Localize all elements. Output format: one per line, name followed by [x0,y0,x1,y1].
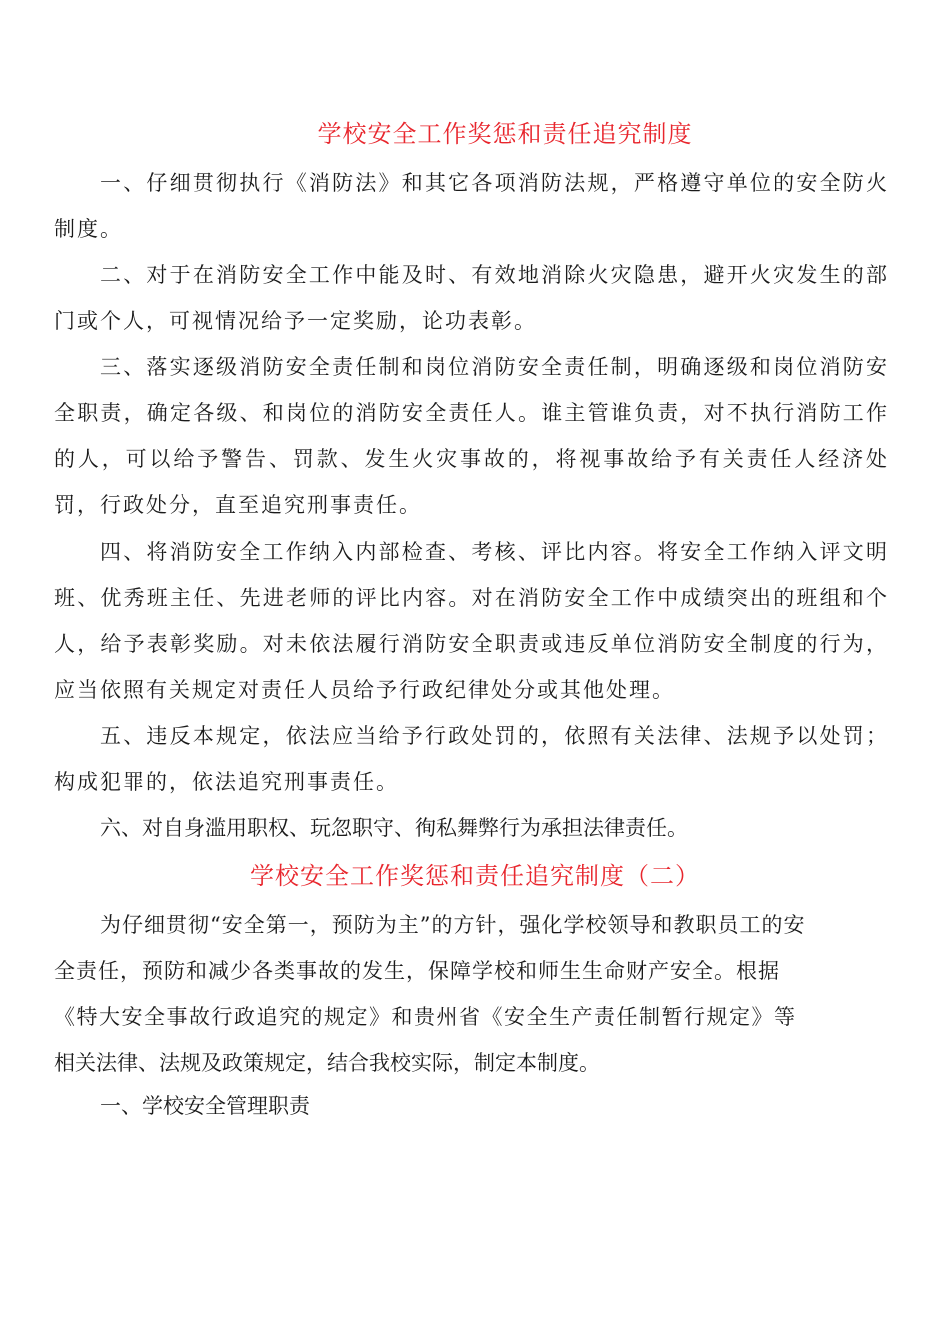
intro-line: 全责任，预防和减少各类事故的发生，保障学校和师生生命财产安全。根据 [54,959,780,983]
paragraph-5 [54,713,889,805]
document-title: 学校安全工作奖惩和责任追究制度 [317,120,693,148]
paragraph-1 [54,160,889,252]
section-title: 学校安全工作奖惩和责任追究制度（二） [250,862,700,890]
paragraph-2 [54,252,889,344]
paragraph-text: 四、将消防安全工作纳入内部检查、考核、评比内容。将安全工作纳入评文明班、优秀班主任、先进老师的评比内容。对在消防安全工作中成绩突出的班组和个人，给予表彰奖励。对未依法履行消防安全职责或违反单位消防安全制度的行为，应当依照有关规定对责任人员给予行政纪律处分或其他处理。 [54,540,889,702]
intro-line: 相关法律、法规及政策规定，结合我校实际，制定本制度。 [54,1051,600,1075]
section-heading [54,1083,889,1129]
paragraph-text: 一、仔细贯彻执行《消防法》和其它各项消防法规，严格遵守单位的安全防火制度。 [54,171,889,241]
paragraph-text: 六、对自身滥用职权、玩忽职守、徇私舞弊行为承担法律责任。 [100,816,688,840]
paragraph-text: 二、对于在消防安全工作中能及时、有效地消除火灾隐患，避开火灾发生的部门或个人，可视情况给予一定奖励，论功表彰。 [54,263,889,333]
paragraph-3 [54,344,889,528]
paragraph-text: 三、落实逐级消防安全责任制和岗位消防安全责任制，明确逐级和岗位消防安全职责，确定各级、和岗位的消防安全责任人。谁主管谁负责，对不执行消防工作的人，可以给予警告、罚款、发生火灾事故的，将视事故给予有关责任人经济处罚，行政处分，直至追究刑事责任。 [54,355,889,517]
section-heading-text: 一、学校安全管理职责 [100,1094,310,1118]
paragraph-4 [54,529,889,713]
intro-paragraph [54,902,889,1086]
paragraph-6 [54,805,889,851]
paragraph-text: 五、违反本规定，依法应当给予行政处罚的，依照有关法律、法规予以处罚；构成犯罪的，依法追究刑事责任。 [54,724,889,794]
intro-line: 《特大安全事故行政追究的规定》和贵州省《安全生产责任制暂行规定》等 [54,1005,797,1029]
intro-line: 为仔细贯彻“安全第一，预防为主”的方针，强化学校领导和教职员工的安 [100,913,806,937]
